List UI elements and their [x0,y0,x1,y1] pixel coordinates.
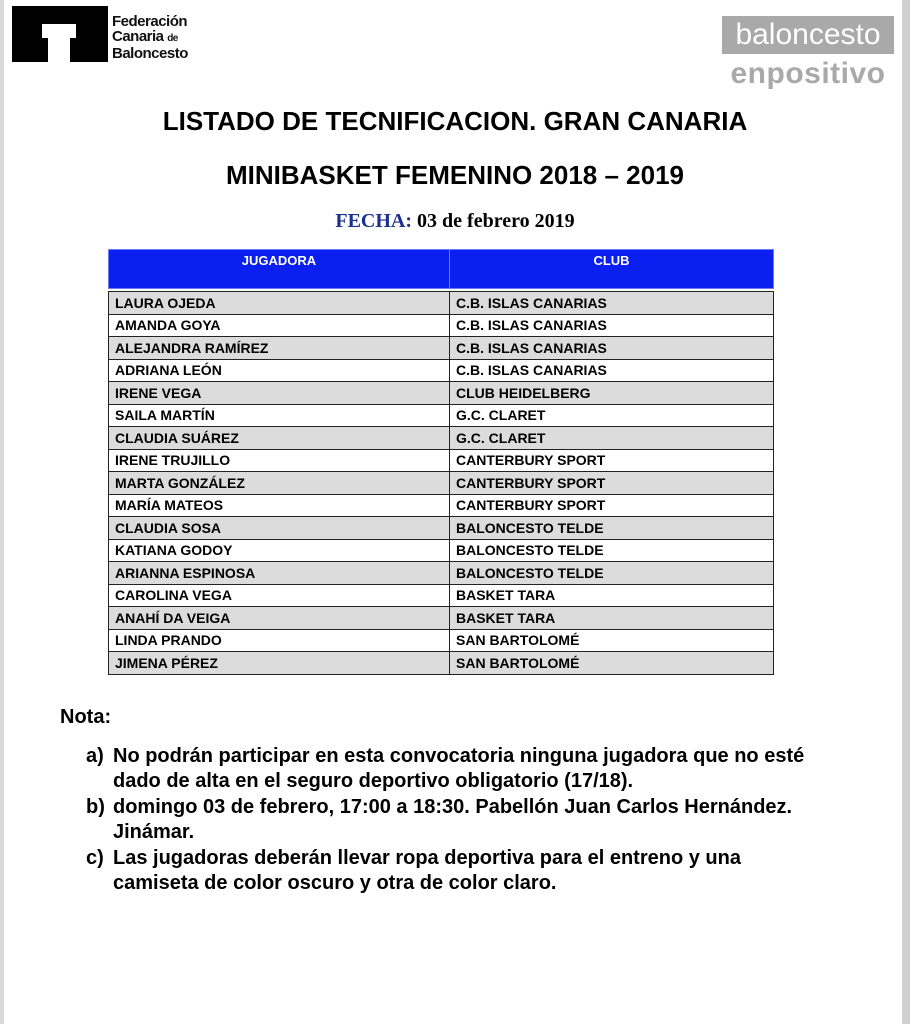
club-name-cell: C.B. ISLAS CANARIAS [450,314,774,337]
player-name-cell: JIMENA PÉREZ [109,652,450,675]
date-line [0,210,910,233]
player-name-cell: CAROLINA VEGA [109,584,450,607]
federation-logo [12,6,222,66]
notes-title: Nota: [60,706,112,728]
club-name-cell: CANTERBURY SPORT [450,449,774,472]
note-text [113,744,876,794]
club-name-cell: BALONCESTO TELDE [450,539,774,562]
federation-logo-mark [12,6,108,62]
note-item [86,744,876,794]
note-line: domingo 03 de febrero, 17:00 a 18:30. Pabellón Juan Carlos Hernández. [113,796,793,818]
club-name-cell: G.C. CLARET [450,404,774,427]
table-row [109,607,774,630]
player-name-cell: LINDA PRANDO [109,629,450,652]
document-subtitle: MINIBASKET FEMENINO 2018 – 2019 [225,160,685,190]
table-row [109,652,774,675]
table-row [109,449,774,472]
federation-logo-line1: Federación [112,13,188,30]
note-line: Jinámar. [113,821,195,843]
club-name-cell: SAN BARTOLOMÉ [450,652,774,675]
note-marker: a) [86,745,104,767]
club-name-cell: C.B. ISLAS CANARIAS [450,337,774,360]
table-row [109,562,774,585]
note-marker: b) [86,796,105,818]
club-name-cell: CANTERBURY SPORT [450,472,774,495]
club-name-cell: BALONCESTO TELDE [450,517,774,540]
club-name-cell: BASKET TARA [450,607,774,630]
player-name-cell: LAURA OJEDA [109,292,450,315]
player-name-cell: AMANDA GOYA [109,314,450,337]
player-name-cell: CLAUDIA SOSA [109,517,450,540]
notes-list [86,744,876,897]
player-name-cell: MARÍA MATEOS [109,494,450,517]
table-row [109,427,774,450]
note-item [86,846,876,896]
table-body [109,289,774,675]
club-name-cell: C.B. ISLAS CANARIAS [450,292,774,315]
note-text [113,795,876,845]
logo-enpositivo-text: enpositivo [730,57,886,90]
note-marker: c) [86,847,104,869]
club-name-cell: BASKET TARA [450,584,774,607]
table-row [109,359,774,382]
page-edge-left [0,0,4,1024]
player-name-cell: ALEJANDRA RAMÍREZ [109,337,450,360]
club-name-cell: SAN BARTOLOMÉ [450,629,774,652]
document-title: LISTADO DE TECNIFICACION. GRAN CANARIA [162,106,748,136]
club-name-cell: CLUB HEIDELBERG [450,382,774,405]
table-row [109,539,774,562]
table-row [109,382,774,405]
note-line: dado de alta en el seguro deportivo obligatorio (17/18). [113,770,634,792]
federation-logo-line2: Canaria [112,28,164,45]
federation-logo-text [112,14,188,61]
table-row [109,404,774,427]
club-name-cell: BALONCESTO TELDE [450,562,774,585]
note-line: No podrán participar en esta convocatoria ninguna jugadora que no esté [113,745,805,767]
note-line: camiseta de color oscuro y otra de color claro. [113,872,557,894]
table-row [109,292,774,315]
table-row [109,494,774,517]
note-text [113,846,876,896]
table-header-row [109,250,774,289]
date-value: 03 de febrero 2019 [417,210,575,232]
date-label: FECHA: [335,210,413,232]
table-row [109,517,774,540]
club-name-cell: CANTERBURY SPORT [450,494,774,517]
player-roster-table [108,249,774,675]
page-edge-right [902,0,910,1024]
table-row [109,629,774,652]
column-header-club: CLUB [450,250,774,289]
player-name-cell: ARIANNA ESPINOSA [109,562,450,585]
player-name-cell: ADRIANA LEÓN [109,359,450,382]
club-name-cell: C.B. ISLAS CANARIAS [450,359,774,382]
player-name-cell: IRENE VEGA [109,382,450,405]
table-row [109,472,774,495]
federation-logo-line3: Baloncesto [112,45,188,62]
player-name-cell: CLAUDIA SUÁREZ [109,427,450,450]
note-item [86,795,876,845]
baloncesto-enpositivo-logo [722,16,894,96]
player-name-cell: ANAHÍ DA VEIGA [109,607,450,630]
table-row [109,314,774,337]
note-line: Las jugadoras deberán llevar ropa deportiva para el entreno y una [113,847,741,869]
player-name-cell: KATIANA GODOY [109,539,450,562]
player-name-cell: MARTA GONZÁLEZ [109,472,450,495]
table-row [109,584,774,607]
logo-baloncesto-text: baloncesto [722,16,894,54]
table-row [109,337,774,360]
club-name-cell: G.C. CLARET [450,427,774,450]
player-name-cell: SAILA MARTÍN [109,404,450,427]
player-name-cell: IRENE TRUJILLO [109,449,450,472]
column-header-player: JUGADORA [109,250,450,289]
federation-logo-line2b: de [167,33,178,44]
